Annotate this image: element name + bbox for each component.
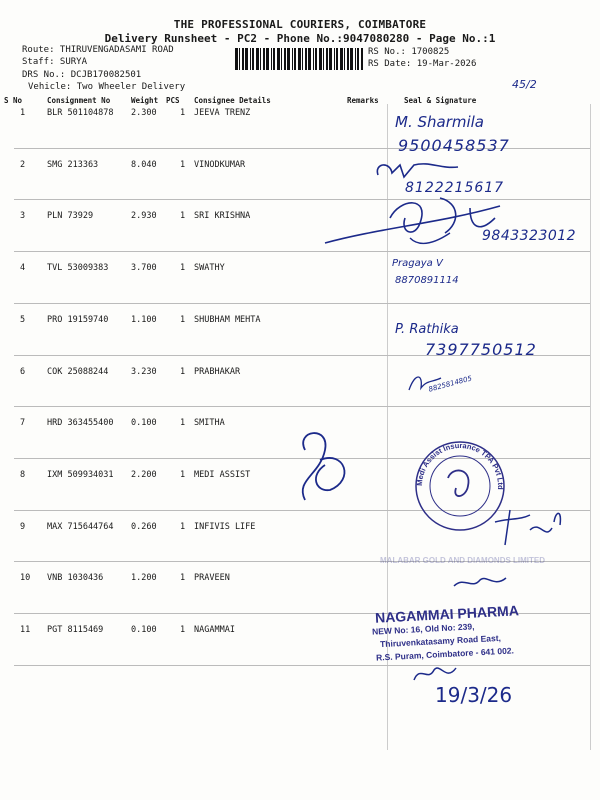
barcode-bar (235, 48, 238, 70)
row-pcs: 1 (180, 314, 186, 325)
row-consignee: MEDI ASSIST (194, 469, 251, 480)
row-divider (14, 665, 590, 666)
row-weight: 1.200 (131, 573, 157, 584)
row-pcs: 1 (180, 211, 186, 222)
rs-no-label: RS No.: 1700825 (368, 47, 450, 57)
row-sno: 7 (20, 418, 26, 429)
barcode-image (235, 48, 363, 70)
barcode-bar (323, 48, 324, 70)
barcode-bar (292, 48, 293, 70)
drs-label: DRS No.: DCJB170082501 (22, 70, 142, 80)
barcode-bar (298, 48, 301, 70)
row-weight: 1.100 (131, 314, 157, 325)
row-pcs: 1 (180, 159, 186, 170)
barcode-bar (308, 48, 311, 70)
signature-row9 (490, 500, 570, 550)
barcode-bar (245, 48, 248, 70)
rs-date-label: RS Date: 19-Mar-2026 (368, 59, 477, 69)
row-sno: 10 (20, 573, 31, 584)
row-consignment: PLN 73929 (47, 211, 94, 222)
row-weight: 0.100 (131, 418, 157, 429)
row-weight: 0.100 (131, 625, 157, 635)
row-consignment: MAX 715644764 (47, 521, 114, 532)
row-consignment: PGT 8115469 (47, 625, 104, 635)
medi-assist-stamp-text: Medi Assist Insurance TPA Pvt Ltd (414, 440, 506, 490)
col-consignment: Consignment No (47, 96, 111, 105)
row-consignee: NAGAMMAI (194, 625, 235, 635)
signature-name-row5: P. Rathika (395, 322, 459, 337)
signature-name-row4: Pragaya V (392, 258, 443, 269)
row-consignee: PRAVEEN (194, 573, 230, 584)
barcode-bar (263, 48, 265, 70)
row-consignee: SMITHA (194, 418, 225, 429)
col-weight: Weight (131, 96, 159, 105)
barcode-bar (329, 48, 332, 70)
barcode-bar (361, 48, 363, 70)
vehicle-label: Vehicle: Two Wheeler Delivery (28, 82, 186, 92)
signature-name-row1: M. Sharmila (395, 113, 485, 131)
barcode-bar (250, 48, 251, 70)
phone-row5: 7397750512 (425, 340, 537, 359)
company-title: THE PROFESSIONAL COURIERS, COIMBATORE (173, 18, 427, 31)
barcode-bar (284, 48, 286, 70)
col-sno: S No (4, 96, 23, 105)
barcode-bar (357, 48, 359, 70)
row-consignment: SMG 213363 (47, 159, 99, 170)
barcode-bar (287, 48, 290, 70)
runsheet-subtitle: Delivery Runsheet - PC2 - Phone No.:9047080280 - Page No.:1 (104, 32, 496, 45)
barcode-bar (266, 48, 269, 70)
barcode-bar (344, 48, 345, 70)
delivery-date-row11: 19/3/26 (435, 683, 513, 707)
row-sno: 5 (20, 314, 26, 325)
row-consignee: INFIVIS LIFE (194, 521, 256, 532)
row-pcs: 1 (180, 521, 186, 532)
barcode-bar (336, 48, 338, 70)
row-sno: 3 (20, 211, 26, 222)
barcode-bar (340, 48, 343, 70)
row-weight: 3.230 (131, 366, 157, 377)
phone-row1: 9500458537 (398, 136, 510, 155)
row-weight: 2.300 (131, 108, 157, 118)
row-consignee: PRABHAKAR (194, 366, 241, 377)
row-sno: 2 (20, 159, 26, 170)
row-pcs: 1 (180, 625, 186, 635)
barcode-bar (271, 48, 272, 70)
barcode-bar (305, 48, 307, 70)
row-consignment: BLR 501104878 (47, 108, 114, 118)
row-sno: 11 (20, 625, 31, 635)
row-sno: 4 (20, 263, 26, 274)
barcode-bar (326, 48, 328, 70)
row-weight: 8.040 (131, 159, 157, 170)
barcode-bar (313, 48, 314, 70)
row-consignee: VINODKUMAR (194, 159, 246, 170)
row-divider (14, 303, 590, 304)
row-consignment: TVL 53009383 (47, 263, 109, 274)
signature-row8 (285, 420, 365, 510)
row-consignee: SWATHY (194, 263, 225, 274)
barcode-bar (252, 48, 254, 70)
barcode-bar (315, 48, 317, 70)
nagammai-stamp-addr3: R.S. Puram, Coimbatore - 641 002. (375, 645, 515, 663)
barcode-bar (242, 48, 244, 70)
phone-row3: 8122215617 (405, 180, 505, 196)
barcode-bar (256, 48, 259, 70)
signature-row10 (450, 572, 510, 592)
staff-label: Staff: SURYA (22, 57, 88, 67)
barcode-bar (347, 48, 349, 70)
nagammai-stamp-addr2: Thiruvenkatasamy Road East, (379, 632, 502, 650)
row-consignment: HRD 363455400 (47, 418, 114, 429)
row-pcs: 1 (180, 469, 186, 480)
row-pcs: 1 (180, 366, 186, 377)
row-pcs: 1 (180, 573, 186, 584)
row-consignee: JEEVA TRENZ (194, 108, 251, 118)
nagammai-stamp-addr1: NEW No: 16, Old No: 239, (371, 621, 475, 637)
malabar-stamp: MALABAR GOLD AND DIAMONDS LIMITED (380, 556, 546, 565)
signature-row3 (320, 188, 510, 258)
row-sno: 9 (20, 521, 26, 532)
row-sno: 8 (20, 469, 26, 480)
barcode-bar (350, 48, 353, 70)
barcode-bar (273, 48, 275, 70)
route-label: Route: THIRUVENGADASAMI ROAD (22, 45, 174, 55)
barcode-bar (277, 48, 280, 70)
row-consignment: VNB 1030436 (47, 573, 104, 584)
col-seal: Seal & Signature (404, 96, 477, 105)
barcode-bar (334, 48, 335, 70)
row-sno: 1 (20, 108, 26, 118)
row-pcs: 1 (180, 418, 186, 429)
row-consignee: SRI KRISHNA (194, 211, 251, 222)
phone-row4-alt: 8870891114 (395, 275, 459, 286)
right-border (590, 104, 591, 750)
row-sno: 6 (20, 366, 26, 377)
row-consignment: PRO 19159740 (47, 314, 109, 325)
row-pcs: 1 (180, 263, 186, 274)
row-divider (14, 406, 590, 407)
col-consignee: Consignee Details (194, 96, 271, 105)
row-consignment: IXM 509934031 (47, 469, 114, 480)
svg-text:Medi Assist Insurance TPA Pvt (415, 441, 505, 490)
barcode-bar (260, 48, 261, 70)
barcode-bar (355, 48, 356, 70)
phone-row4: 9843323012 (482, 228, 577, 244)
barcode-bar (281, 48, 282, 70)
row-weight: 3.700 (131, 263, 157, 274)
row-weight: 0.260 (131, 521, 157, 532)
phone-row6: 8825814805 (427, 374, 473, 394)
row-pcs: 1 (180, 108, 186, 118)
row-consignment: COK 25088244 (47, 366, 109, 377)
col-remarks: Remarks (347, 96, 379, 105)
barcode-bar (302, 48, 303, 70)
barcode-bar (319, 48, 322, 70)
row-weight: 2.200 (131, 469, 157, 480)
page-mark: 45/2 (512, 78, 537, 91)
barcode-bar (239, 48, 240, 70)
row-consignee: SHUBHAM MEHTA (194, 314, 261, 325)
nagammai-stamp-name: NAGAMMAI PHARMA (374, 602, 520, 626)
col-pcs: PCS (166, 96, 180, 105)
row-weight: 2.930 (131, 211, 157, 222)
barcode-bar (294, 48, 296, 70)
